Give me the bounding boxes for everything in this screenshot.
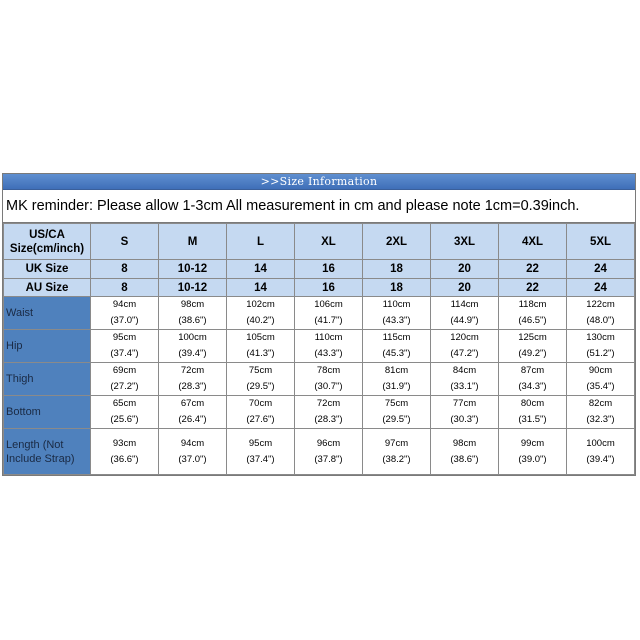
size-cell: 22 (499, 260, 567, 279)
cm-value: 72cm (180, 365, 205, 376)
measurement-cell (227, 429, 295, 475)
inch-value: (46.5") (518, 315, 547, 326)
cm-value: 81cm (384, 365, 409, 376)
measurement-cell (91, 396, 159, 429)
cm-value: 84cm (452, 365, 477, 376)
cm-value: 110cm (314, 332, 343, 343)
measurement-cell (295, 396, 363, 429)
uk-size-row (4, 260, 635, 279)
cm-value: 94cm (180, 437, 205, 449)
inch-value: (35.4") (586, 381, 615, 392)
size-cell: 5XL (567, 224, 635, 260)
size-info-title: >>Size Information (3, 174, 635, 190)
size-cell: M (159, 224, 227, 260)
measurement-cell (499, 330, 567, 363)
size-cell: 18 (363, 279, 431, 297)
inch-value: (51.2") (586, 348, 615, 359)
cm-value: 98cm (452, 437, 477, 449)
measurement-cell (91, 363, 159, 396)
measurement-row (4, 396, 635, 429)
inch-value: (43.3") (314, 348, 343, 359)
measurement-cell (499, 396, 567, 429)
measurement-cell (431, 363, 499, 396)
size-cell: 16 (295, 260, 363, 279)
inch-value: (34.3") (518, 381, 547, 392)
measurement-cell (363, 330, 431, 363)
inch-value: (29.5") (382, 414, 411, 425)
inch-value: (30.3") (450, 414, 479, 425)
inch-value: (37.0") (178, 453, 207, 465)
measurement-cell (159, 363, 227, 396)
inch-value: (26.4") (178, 414, 207, 425)
size-cell: 14 (227, 279, 295, 297)
measurement-label: Hip (4, 330, 91, 363)
inch-value: (44.9") (450, 315, 479, 326)
measurement-cell (295, 297, 363, 330)
inch-value: (37.4") (246, 453, 275, 465)
size-cell: 8 (91, 260, 159, 279)
inch-value: (38.6") (450, 453, 479, 465)
inch-value: (38.2") (382, 453, 411, 465)
size-cell: 18 (363, 260, 431, 279)
cm-value: 69cm (112, 365, 137, 376)
measurement-row (4, 297, 635, 330)
cm-value: 105cm (246, 332, 275, 343)
cm-value: 95cm (248, 437, 273, 449)
cm-value: 106cm (314, 299, 343, 310)
measurement-cell (363, 363, 431, 396)
cm-value: 65cm (112, 398, 137, 409)
measurement-cell (295, 429, 363, 475)
size-cell: 10-12 (159, 260, 227, 279)
measurement-cell (91, 297, 159, 330)
size-cell: 20 (431, 279, 499, 297)
inch-value: (39.0") (518, 453, 547, 465)
size-system-label: AU Size (4, 279, 91, 297)
size-cell: 22 (499, 279, 567, 297)
inch-value: (47.2") (450, 348, 479, 359)
size-cell: 14 (227, 260, 295, 279)
measurement-cell (227, 330, 295, 363)
size-cell: 8 (91, 279, 159, 297)
measurement-label: Waist (4, 297, 91, 330)
inch-value: (28.3") (178, 381, 207, 392)
cm-value: 94cm (112, 299, 137, 310)
cm-value: 82cm (588, 398, 613, 409)
cm-value: 130cm (586, 332, 615, 343)
measurement-cell (363, 429, 431, 475)
au-size-row (4, 279, 635, 297)
cm-value: 90cm (588, 365, 613, 376)
cm-value: 115cm (382, 332, 411, 343)
cm-value: 120cm (450, 332, 479, 343)
inch-value: (37.0") (110, 315, 139, 326)
inch-value: (31.9") (382, 381, 411, 392)
inch-value: (43.3") (382, 315, 411, 326)
measurement-reminder: MK reminder: Please allow 1-3cm All measurement in cm and please note 1cm=0.39inch. (3, 190, 635, 223)
inch-value: (45.3") (382, 348, 411, 359)
size-cell: 16 (295, 279, 363, 297)
cm-value: 67cm (180, 398, 205, 409)
cm-value: 100cm (586, 437, 615, 449)
cm-value: 110cm (382, 299, 411, 310)
inch-value: (37.8") (314, 453, 343, 465)
measurement-cell (499, 429, 567, 475)
inch-value: (27.2") (110, 381, 139, 392)
measurement-cell (363, 396, 431, 429)
cm-value: 98cm (180, 299, 205, 310)
cm-value: 75cm (384, 398, 409, 409)
measurement-label: Length (Not Include Strap) (4, 429, 91, 475)
size-chart (2, 173, 636, 476)
measurement-cell (159, 297, 227, 330)
measurement-label: Bottom (4, 396, 91, 429)
measurement-cell (227, 363, 295, 396)
inch-value: (36.6") (110, 453, 139, 465)
measurement-row (4, 429, 635, 475)
size-system-label: US/CA Size(cm/inch) (4, 224, 91, 260)
measurement-cell (91, 330, 159, 363)
inch-value: (25.6") (110, 414, 139, 425)
measurement-cell (567, 396, 635, 429)
size-cell: 3XL (431, 224, 499, 260)
measurement-cell (295, 363, 363, 396)
measurement-cell (567, 429, 635, 475)
measurement-cell (567, 363, 635, 396)
measurement-cell (499, 363, 567, 396)
inch-value: (33.1") (450, 381, 479, 392)
inch-value: (49.2") (518, 348, 547, 359)
size-cell: 20 (431, 260, 499, 279)
size-table (3, 223, 635, 475)
cm-value: 99cm (520, 437, 545, 449)
inch-value: (41.3") (246, 348, 275, 359)
cm-value: 78cm (316, 365, 341, 376)
cm-value: 87cm (520, 365, 545, 376)
inch-value: (48.0") (586, 315, 615, 326)
inch-value: (38.6") (178, 315, 207, 326)
measurement-label: Thigh (4, 363, 91, 396)
measurement-cell (567, 297, 635, 330)
inch-value: (30.7") (314, 381, 343, 392)
cm-value: 70cm (248, 398, 273, 409)
cm-value: 77cm (452, 398, 477, 409)
cm-value: 122cm (586, 299, 615, 310)
inch-value: (27.6") (246, 414, 275, 425)
cm-value: 72cm (316, 398, 341, 409)
size-cell: 10-12 (159, 279, 227, 297)
size-cell: L (227, 224, 295, 260)
cm-value: 102cm (246, 299, 275, 310)
measurement-cell (159, 396, 227, 429)
measurement-cell (431, 330, 499, 363)
size-cell: 4XL (499, 224, 567, 260)
size-cell: S (91, 224, 159, 260)
size-cell: 24 (567, 260, 635, 279)
cm-value: 97cm (384, 437, 409, 449)
measurement-cell (227, 396, 295, 429)
size-cell: 2XL (363, 224, 431, 260)
measurement-cell (159, 330, 227, 363)
cm-value: 96cm (316, 437, 341, 449)
measurement-row (4, 330, 635, 363)
measurement-cell (431, 297, 499, 330)
cm-value: 125cm (518, 332, 547, 343)
cm-value: 118cm (518, 299, 547, 310)
measurement-cell (159, 429, 227, 475)
measurement-cell (499, 297, 567, 330)
size-system-label: UK Size (4, 260, 91, 279)
cm-value: 95cm (112, 332, 137, 343)
inch-value: (28.3") (314, 414, 343, 425)
cm-value: 75cm (248, 365, 273, 376)
measurement-cell (91, 429, 159, 475)
measurement-cell (295, 330, 363, 363)
measurement-cell (227, 297, 295, 330)
inch-value: (32.3") (586, 414, 615, 425)
cm-value: 100cm (178, 332, 207, 343)
measurement-row (4, 363, 635, 396)
measurement-cell (431, 396, 499, 429)
measurement-cell (431, 429, 499, 475)
inch-value: (40.2") (246, 315, 275, 326)
inch-value: (41.7") (314, 315, 343, 326)
size-cell: 24 (567, 279, 635, 297)
measurement-cell (363, 297, 431, 330)
inch-value: (31.5") (518, 414, 547, 425)
inch-value: (39.4") (586, 453, 615, 465)
inch-value: (29.5") (246, 381, 275, 392)
inch-value: (37.4") (110, 348, 139, 359)
measurement-cell (567, 330, 635, 363)
cm-value: 80cm (520, 398, 545, 409)
us-ca-size-row (4, 224, 635, 260)
inch-value: (39.4") (178, 348, 207, 359)
size-cell: XL (295, 224, 363, 260)
cm-value: 93cm (112, 437, 137, 449)
cm-value: 114cm (450, 299, 479, 310)
